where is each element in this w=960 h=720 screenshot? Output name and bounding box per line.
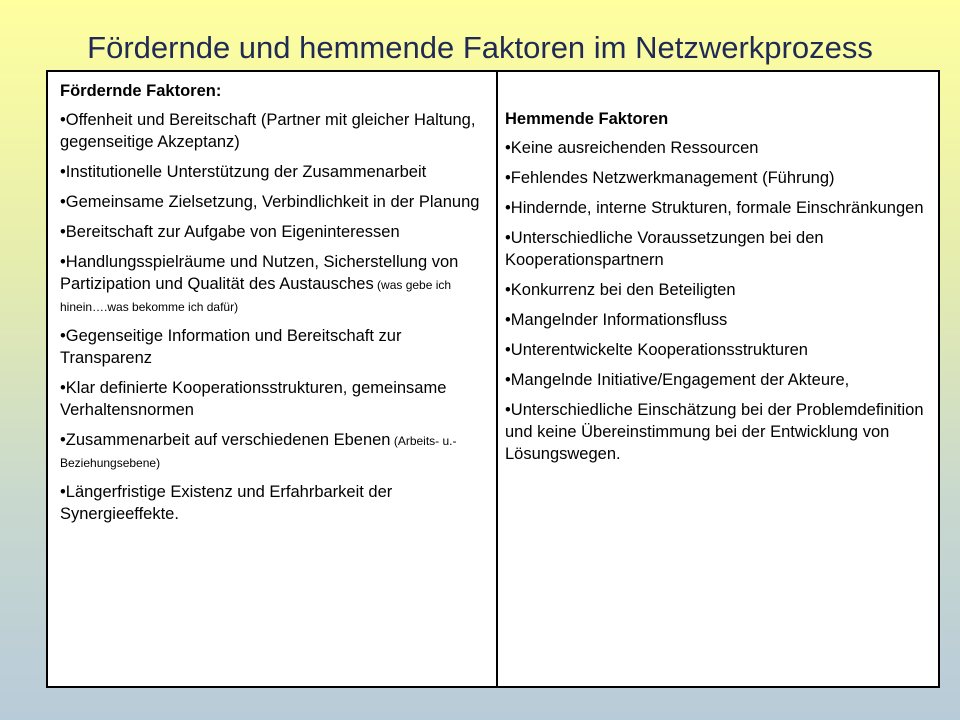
page-title: Fördernde und hemmende Faktoren im Netzwerkprozess <box>87 30 873 65</box>
hindering-factors-column <box>505 108 935 473</box>
list-item: •Längerfristige Existenz und Erfahrbarkeit der Synergieeffekte. <box>60 483 393 523</box>
list-item: •Unterentwickelte Kooperationsstrukturen <box>505 341 808 359</box>
list-item: •Institutionelle Unterstützung der Zusammenarbeit <box>60 163 427 181</box>
list-item: •Hindernde, interne Strukturen, formale Einschränkungen <box>505 199 924 217</box>
list-item: •Klar definierte Kooperationsstrukturen, gemeinsame Verhaltensnormen <box>60 379 447 419</box>
list-item: •Bereitschaft zur Aufgabe von Eigeninteressen <box>60 223 400 241</box>
list-item: •Gegenseitige Information und Bereitschaft zur Transparenz <box>60 327 402 367</box>
list-item: •Offenheit und Bereitschaft (Partner mit gleicher Haltung, gegenseitige Akzeptanz) <box>60 111 476 151</box>
list-item: •Zusammenarbeit auf verschiedenen Ebenen (Arbeits- u.- Beziehungsebene) <box>60 431 457 470</box>
list-item: •Handlungsspielräume und Nutzen, Sicherstellung von Partizipation und Qualität des Austausches (was gebe ich hinein….was bekomme ich dafür) <box>60 253 459 314</box>
item-note: (Arbeits- u.- Beziehungsebene) <box>60 434 457 470</box>
promoting-factors-list <box>60 109 490 525</box>
list-item: •Fehlendes Netzwerkmanagement (Führung) <box>505 169 835 187</box>
promoting-factors-column <box>60 80 490 533</box>
list-item: •Keine ausreichenden Ressourcen <box>505 139 759 157</box>
hindering-factors-heading: Hemmende Faktoren <box>505 110 669 128</box>
list-item: •Mangelnder Informationsfluss <box>505 311 728 329</box>
list-item: •Gemeinsame Zielsetzung, Verbindlichkeit in der Planung <box>60 193 480 211</box>
list-item: •Konkurrenz bei den Beteiligten <box>505 281 736 299</box>
list-item: •Unterschiedliche Voraussetzungen bei den Kooperationspartnern <box>505 229 824 269</box>
list-item: •Mangelnde Initiative/Engagement der Akteure, <box>505 371 850 389</box>
hindering-factors-list <box>505 137 935 465</box>
column-divider <box>496 70 498 688</box>
promoting-factors-heading: Fördernde Faktoren: <box>60 82 222 100</box>
list-item: •Unterschiedliche Einschätzung bei der Problemdefinition und keine Übereinstimmung bei der Entwicklung von Lösungswegen. <box>505 401 924 463</box>
item-note: (was gebe ich hinein….was bekomme ich dafür) <box>60 278 452 314</box>
